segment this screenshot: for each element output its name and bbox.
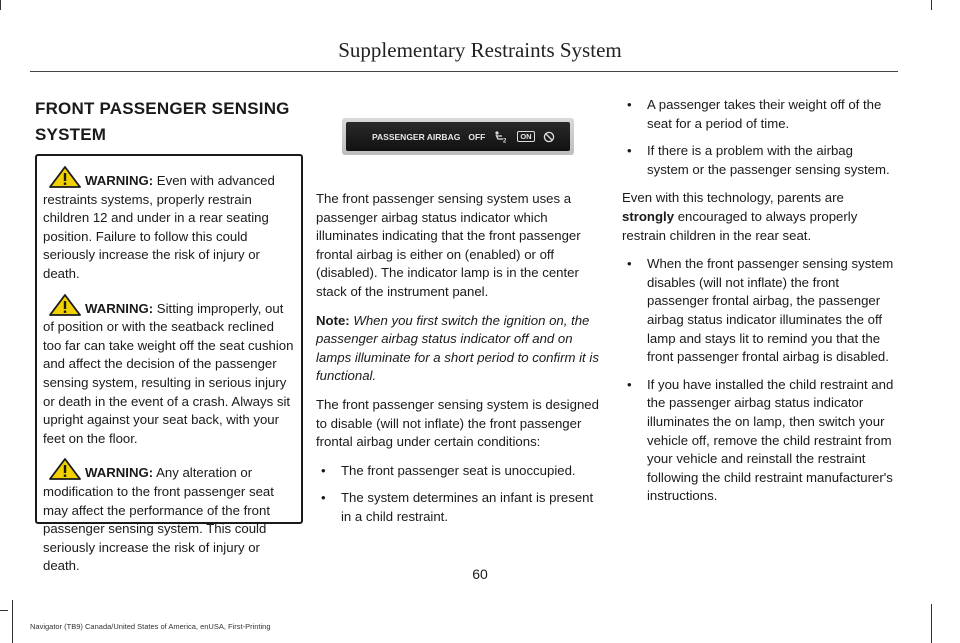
warning-box <box>35 154 303 574</box>
list-item: • If there is a problem with the airbag system or the passenger sensing system. <box>622 142 897 179</box>
list-item: • When the front passenger sensing system disables (will not inflate) the front passenger frontal airbag, the passenger airbag status indicator illuminates the off lamp and stays lit to remind you that the front passenger frontal airbag is disabled. <box>622 255 897 367</box>
crop-mark-left-v <box>12 600 13 643</box>
warning-label: WARNING: <box>85 173 154 188</box>
column-right <box>622 96 897 516</box>
list-item: • If you have installed the child restraint and the passenger airbag status indicator illuminates the on lamp, then switch your vehicle off, remove the child restraint from your vehicle and reinstall the restraint following the child restraint manufacturer's instructions. <box>622 376 897 506</box>
list-item: • The system determines an infant is present in a child restraint. <box>316 489 601 526</box>
parents-text-post: encouraged to always properly restrain children in the rear seat. <box>622 208 858 243</box>
indicator-off-label: OFF <box>468 131 486 142</box>
indicator-behavior-list <box>622 255 897 506</box>
warning-1 <box>43 166 295 284</box>
parents-text-strong: strongly <box>622 208 675 224</box>
list-item: • The front passenger seat is unoccupied. <box>316 462 601 481</box>
crop-mark-top-right <box>931 0 932 10</box>
prohibited-icon <box>543 131 555 143</box>
warning-text: Even with advanced restraints systems, properly restrain children 12 and under in a rear seating position. Failure to follow this could seriously increase the risk of injury or death. <box>43 173 275 281</box>
warning-triangle-icon <box>49 294 81 316</box>
crop-mark-top-left <box>0 0 1 10</box>
list-item: • A passenger takes their weight off of the seat for a period of time. <box>622 96 897 133</box>
parents-text-pre: Even with this technology, parents are <box>622 190 844 206</box>
warning-3 <box>43 458 295 576</box>
conditions-paragraph: The front passenger sensing system is designed to disable (will not inflate) the front passenger frontal airbag under certain conditions: <box>316 396 599 450</box>
seated-passenger-icon <box>493 130 509 143</box>
warning-2 <box>43 294 295 449</box>
column-middle <box>316 190 601 537</box>
passenger-airbag-indicator-image <box>342 118 574 155</box>
warning-text: Any alteration or modification to the front passenger seat may affect the performance of the front passenger sensing system. This could seriously increase the risk of injury or death. <box>43 465 274 574</box>
crop-mark-right-v <box>931 604 932 643</box>
intro-paragraph: The front passenger sensing system uses a passenger airbag status indicator which illuminates indicating that the front passenger frontal airbag is either on (enabled) or off (disabled). The indicator lamp is in the center stack of the instrument panel. <box>316 191 581 299</box>
warning-label: WARNING: <box>85 300 154 316</box>
indicator-label: PASSENGER AIRBAG <box>372 131 461 142</box>
warning-label: WARNING: <box>85 465 154 481</box>
parents-paragraph <box>622 189 897 245</box>
section-heading: FRONT PASSENGER SENSING SYSTEM <box>35 99 290 144</box>
note-text: When you first switch the ignition on, the passenger airbag status indicator off and on lamps illuminate for a short period to confirm it is functional. <box>316 312 599 384</box>
header-rule <box>30 71 898 72</box>
note-label: Note: <box>316 312 350 328</box>
conditions-list <box>316 462 601 527</box>
footer-text: Navigator (TB9) Canada/United States of America, enUSA, First-Printing <box>30 622 271 631</box>
warning-triangle-icon <box>49 166 81 188</box>
warning-text: Sitting improperly, out of position or with the seatback reclined too far can take weight off the seat cushion and affect the decision of the passenger sensing system, resulting in serious injury or death in the event of a crash. Always sit upright against your seat back, with your feet on the floor. <box>43 300 294 446</box>
page-header-title: Supplementary Restraints System <box>338 38 622 62</box>
indicator-on-label: ON <box>517 131 534 142</box>
indicator-display <box>346 122 570 151</box>
page-number: 60 <box>472 566 488 582</box>
conditions-list-continued <box>622 96 897 179</box>
svg-text:2: 2 <box>503 138 507 143</box>
warning-triangle-icon <box>49 458 81 480</box>
crop-mark-bottom-h <box>0 610 8 611</box>
note-paragraph <box>316 312 601 386</box>
